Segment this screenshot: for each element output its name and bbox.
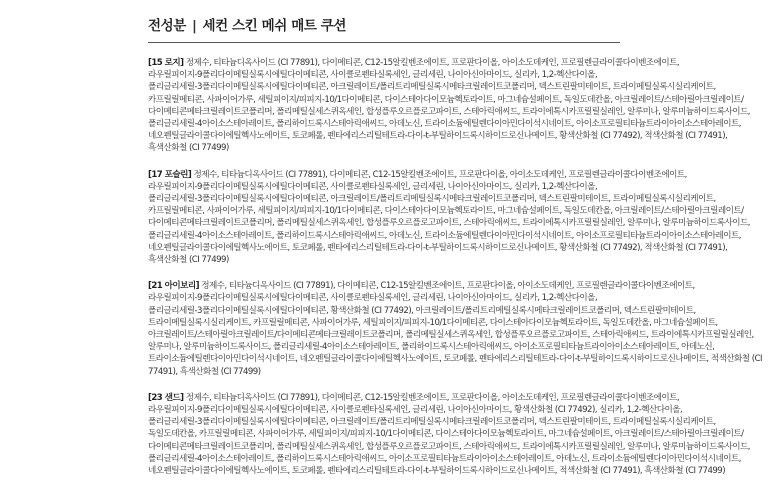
ingredient-paragraph [148,57,764,155]
page-title [148,14,764,34]
ingredient-list: 정제수, 티타늄디옥사이드 (CI 77891), 다이메티콘, C12-15알킬벤조에이트, 프로판다이올, 아이소도데케인, 프로필렌글라이콜다이벤조에이트, 라우릴피이지-9폴리다이메틸실록시에틸다이메티콘, 사이클로펜타실록세인, 글리세린, 나이아신아마이드, 실리카, 1,2-헥산다이올, 폴리글리세릴-3폴리다이메틸실록시에틸다이메티콘, 황색산화철 (CI 77492), 아크릴레이트/폴리트리메틸실록시메타크릴레이트코폴리머, 덱스트린팔미테이트, 트라이메틸실록시실리케이트, 카프릴릴메티콘, 사파이어가루, 세틸피이지/피피지-10/1다이메티콘, 다이스테아다이모늄헥토라이트, 독일도데칸올, 마그네슘설페이트, 아크릴레이트/스테아릴아크릴레이트/다이메티콘메타크릴레이트코폴리머, 폴리메틸실세스퀴옥세인, 합성플루오르플로고파이트, 스테아릭애씨드, 트라이에톡시카프릴릴실레인, 알루미나, 알루미늄하이드록사이드, 폴리글리세릴-4아이소스테아레이트, 폴리하이드록시스테아릭애씨드, 아이소프로필티타늄트라이아이소스테아레이트, 아데노신, 트라이소듐에틸렌다이아민다이석시네이트, 네오펜틸글라이콜다이에틸헥사노에이트, 토코페롤, 펜타에리스리틸테트라-다이-t-부틸하이드록시하이드로신나메이트, 적색산화철 (CI 77491), 흑색산화철 (CI 77499) [148,281,762,377]
ingredient-section-15-rosy [148,57,764,155]
ingredient-paragraph [148,169,764,267]
title-divider [148,42,620,43]
title-brand: 전성분 [148,18,186,34]
ingredient-section-21-ivory [148,280,764,378]
ingredient-section-23-sand [148,392,764,477]
ingredient-list: 정제수, 티타늄디옥사이드 (CI 77891), 다이메티콘, C12-15알킬벤조에이트, 프로판다이올, 아이소도데케인, 프로필렌글라이콜다이벤조에이트, 라우릴피이지-9폴리다이메틸실록시에틸다이메티콘, 사이클로펜타실록세인, 글리세린, 나이아신아마이드, 황색산화철 (CI 77492), 실리카, 1,2-헥산다이올, 폴리글리세릴-3폴리다이메틸실록시에틸다이메티콘, 아크릴레이트/폴리트리메틸실록시메타크릴레이트코폴리머, 덱스트린팔미테이트, 트라이메틸실록시실리케이트, 독일도데칸올, 카프릴릴메티콘, 사파이어가루, 세틸피이지/피피지-10/1다이메티콘, 다이스테아다이모늄헥토라이트, 마그네슘설페이트, 아크릴레이트/스테아릴아크릴레이트/다이메티콘메타크릴레이트코폴리머, 폴리메틸실세스퀴옥세인, 합성플루오르플로고파이트, 스테아릭애씨드, 트라이에톡시카프릴릴실레인, 알루미나, 알루미늄하이드록사이드, 폴리글리세릴-4아이소스테아레이트, 폴리하이드록시스테아릭애씨드, 아이소프로필티타늄트라이아이소스테아레이트, 아데노신, 트라이소듐에틸렌다이아민다이석시네이트, 네오펜틸글라이콜다이에틸헥사노에이트, 토코페롤, 펜타에리스리틸테트라-다이-t-부틸하이드록시하이드로신나메이트, 적색산화철 (CI 77491), 흑색산화철 (CI 77499) [148,392,750,477]
ingredient-paragraph [148,392,764,477]
shade-tag: [21 아이보리] [148,281,200,292]
ingredient-list: 정제수, 티타늄디옥사이드 (CI 77891), 다이메티콘, C12-15알킬벤조에이트, 프로판다이올, 아이소도데케인, 프로필렌글라이콜다이벤조에이트, 라우릴피이지-9폴리다이메틸실록시에틸다이메티콘, 사이클로펜타실록세인, 글리세린, 나이아신아마이드, 실리카, 1,2-헥산다이올, 폴리글리세릴-3폴리다이메틸실록시에틸다이메티콘, 아크릴레이트/폴리트리메틸실록시메타크릴레이트코폴리머, 덱스트린팔미테이트, 트라이메틸실록시실리케이트, 카프릴릴메티콘, 사파이어가루, 세틸피이지/피피지-10/1다이메티콘, 다이스테아다이모늄헥토라이트, 마그네슘설페이트, 독일도데칸올, 아크릴레이트/스테아릴아크릴레이트/다이메티콘메타크릴레이트코폴리머, 폴리메틸실세스퀴옥세인, 합성플루오르플로고파이트, 스테아릭애씨드, 트라이에톡시카프릴릴실레인, 알루미나, 알루미늄하이드록사이드, 폴리글리세릴-4아이소스테아레이트, 폴리하이드록시스테아릭애씨드, 아데노신, 트라이소듐에틸렌다이아민다이석시네이트, 아이소프로필티타늄트라이아이소스테아레이트, 네오펜틸글라이콜다이에틸헥사노에이트, 토코페롤, 펜타에리스리틸테트라-다이-t-부틸하이드록시하이드로신나메이트, 황색산화철 (CI 77492), 적색산화철 (CI 77491), 흑색산화철 (CI 77499) [148,169,750,266]
ingredient-list: 정제수, 티타늄디옥사이드 (CI 77891), 다이메티콘, C12-15알킬벤조에이트, 프로판다이올, 아이소도데케인, 프로필렌글라이콜다이벤조에이트, 라우릴피이지-9폴리다이메틸실록시에틸다이메티콘, 사이클로펜타실록세인, 글리세린, 나이아신아마이드, 실리카, 1,2-헥산다이올, 폴리글리세릴-3폴리다이메틸실록시에틸다이메티콘, 아크릴레이트/폴리트리메틸실록시메타크릴레이트코폴리머, 덱스트린팔미테이트, 트라이메틸실록시실리케이트, 카프릴릴메티콘, 사파이어가루, 세틸피이지/피피지-10/1다이메티콘, 다이스테아다이모늄헥토라이트, 마그네슘설페이트, 독일도데칸올, 아크릴레이트/스테아릴아크릴레이트/다이메티콘메타크릴레이트코폴리머, 폴리메틸실세스퀴옥세인, 합성플루오르플로고파이트, 스테아릭애씨드, 트라이에톡시카프릴릴실레인, 알루미나, 알루미늄하이드록사이드, 폴리글리세릴-4아이소스테아레이트, 폴리하이드록시스테아릭애씨드, 아데노신, 트라이소듐에틸렌다이아민다이석시네이트, 아이소프로필티타늄트라이아이소스테아레이트, 네오펜틸글라이콜다이에틸헥사노에이트, 토코페롤, 펜타에리스리틸테트라-다이-t-부틸하이드록시하이드로신나메이트, 황색산화철 (CI 77492), 적색산화철 (CI 77491), 흑색산화철 (CI 77499) [148,58,750,154]
shade-tag: [23 샌드] [148,392,184,403]
ingredient-section-17-porcelain [148,169,764,267]
shade-tag: [15 로지] [148,58,184,68]
ingredient-paragraph [148,280,764,378]
title-separator: | [191,18,197,34]
shade-tag: [17 포슬린] [148,169,192,180]
title-product: 세컨 스킨 메쉬 매트 쿠션 [202,18,347,34]
